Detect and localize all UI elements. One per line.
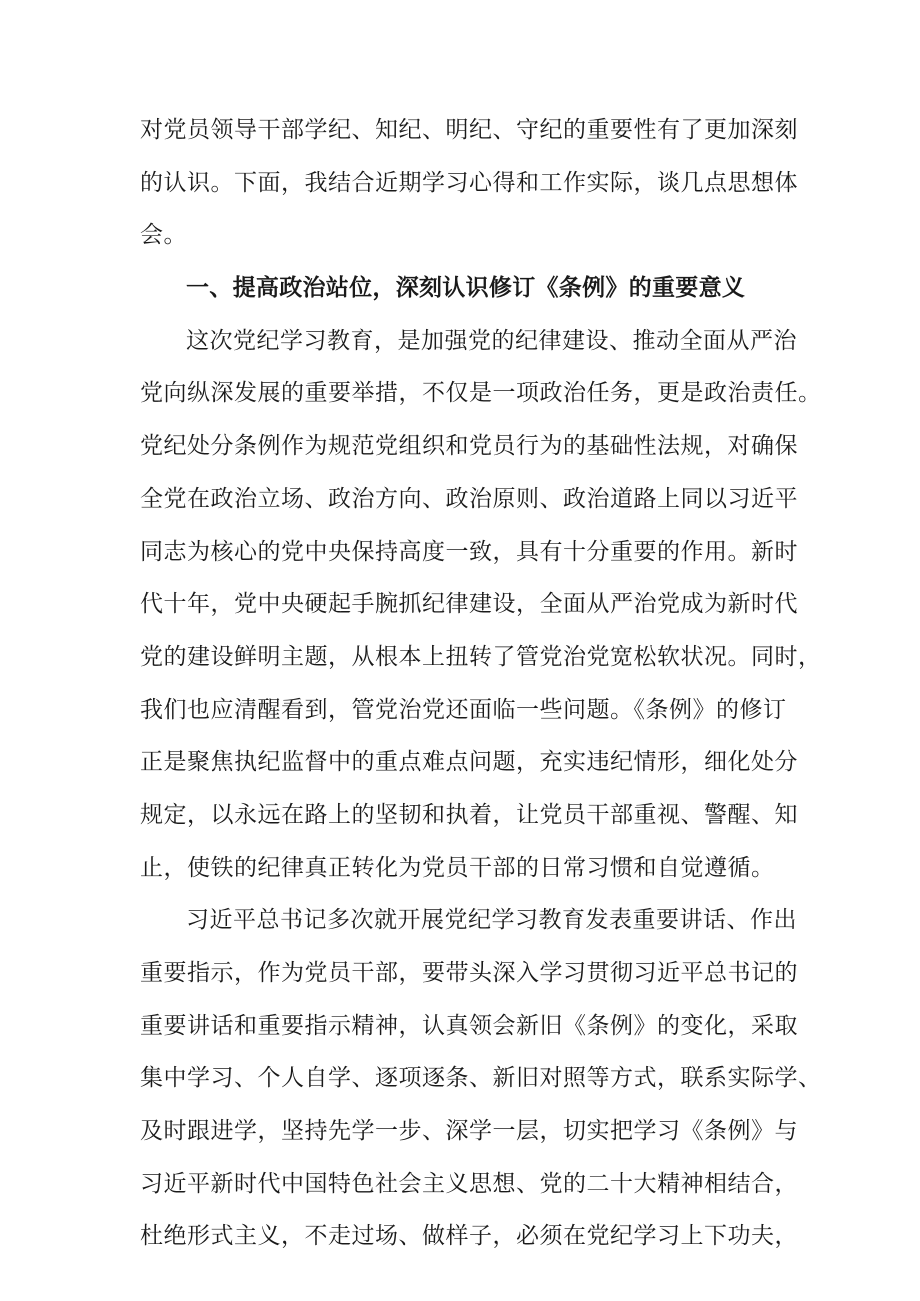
- paragraph-1-line: 全党在政治立场、政治方向、政治原则、政治道路上同以习近平: [140, 485, 798, 512]
- paragraph-1-line: 止，使铁的纪律真正转化为党员干部的日常习惯和自觉遵循。: [140, 854, 775, 881]
- intro-line-3: 会。: [140, 222, 187, 249]
- paragraph-1-line: 同志为核心的党中央保持高度一致，具有十分重要的作用。新时: [140, 538, 798, 565]
- paragraph-1-line: 这次党纪学习教育，是加强党的纪律建设、推动全面从严治: [186, 327, 797, 354]
- body-paragraph-1: [140, 315, 822, 895]
- paragraph-1-line: 党纪处分条例作为规范党组织和党员行为的基础性法规，对确保: [140, 433, 798, 460]
- intro-paragraph: [140, 104, 798, 262]
- paragraph-1-line: 代十年，党中央硬起手腕抓纪律建设，全面从严治党成为新时代: [140, 591, 798, 618]
- section-heading: 一、提高政治站位，深刻认识修订《条例》的重要意义: [186, 275, 746, 302]
- paragraph-2-line: 重要讲话和重要指示精神，认真领会新旧《条例》的变化，采取: [140, 1012, 798, 1039]
- paragraph-1-line: 正是聚焦执纪监督中的重点难点问题，充实违纪情形，细化处分: [140, 749, 798, 776]
- paragraph-2-line: 集中学习、个人自学、逐项逐条、新旧对照等方式，联系实际学、: [140, 1065, 822, 1092]
- paragraph-2-line: 及时跟进学，坚持先学一步、深学一层，切实把学习《条例》与: [140, 1118, 798, 1145]
- paragraph-1-line: 规定，以永远在路上的坚韧和执着，让党员干部重视、警醒、知: [140, 801, 798, 828]
- paragraph-1-line: 党向纵深发展的重要举措，不仅是一项政治任务，更是政治责任。: [140, 380, 822, 407]
- document-page: [140, 104, 822, 1263]
- paragraph-1-line: 我们也应清醒看到，管党治党还面临一些问题。《条例》的修订: [140, 696, 787, 723]
- intro-line-2: 的认识。下面，我结合近期学习心得和工作实际，谈几点思想体: [140, 169, 798, 196]
- body-paragraph-2: [140, 894, 822, 1263]
- intro-line-1: 对党员领导干部学纪、知纪、明纪、守纪的重要性有了更加深刻: [140, 117, 798, 143]
- paragraph-2-line: 杜绝形式主义，不走过场、做样子，必须在党纪学习上下功夫，: [140, 1223, 798, 1250]
- paragraph-2-line: 习近平总书记多次就开展党纪学习教育发表重要讲话、作出: [186, 907, 797, 934]
- paragraph-2-line: 重要指示，作为党员干部，要带头深入学习贯彻习近平总书记的: [140, 960, 798, 986]
- paragraph-1-line: 党的建设鲜明主题，从根本上扭转了管党治党宽松软状况。同时，: [140, 643, 822, 670]
- paragraph-2-line: 习近平新时代中国特色社会主义思想、党的二十大精神相结合，: [140, 1170, 798, 1197]
